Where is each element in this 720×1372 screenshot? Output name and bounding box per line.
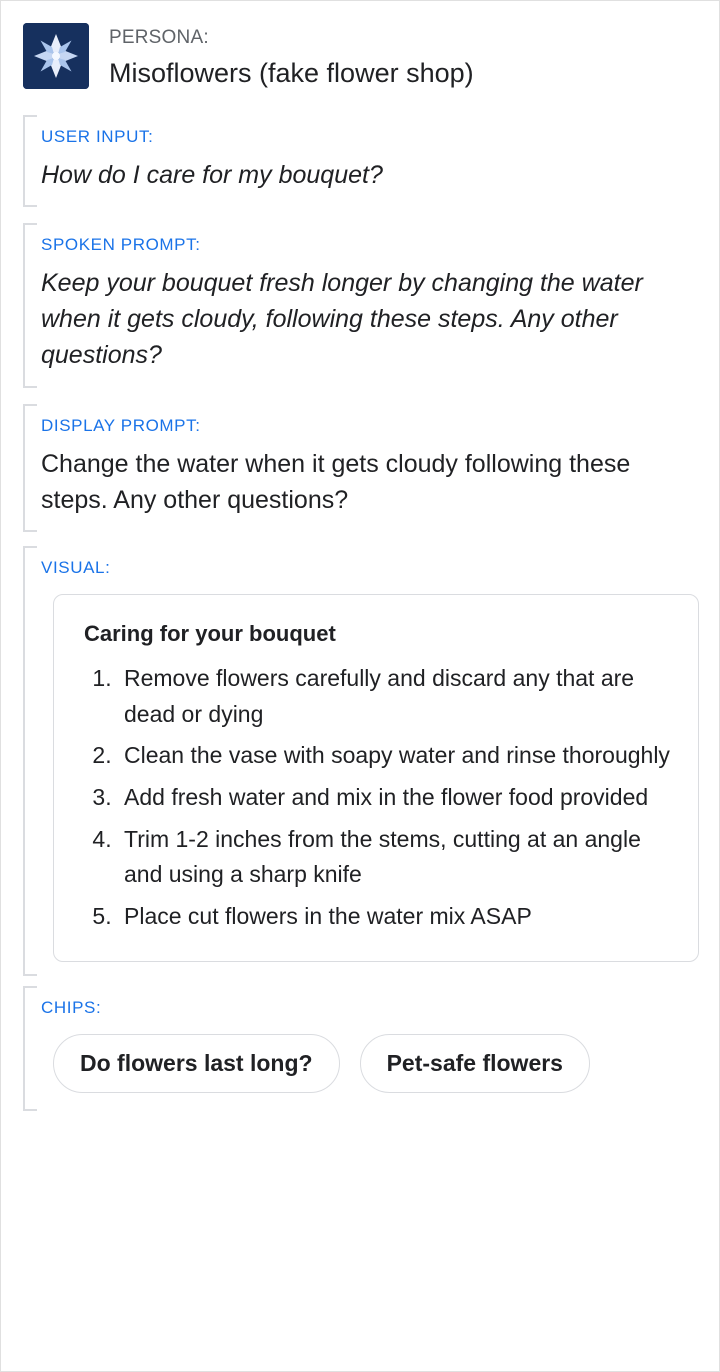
section-label-user-input: USER INPUT:	[41, 126, 154, 146]
chip-do-flowers-last-long[interactable]: Do flowers last long?	[53, 1034, 340, 1093]
flower-logo-icon	[23, 23, 89, 89]
section-display-prompt	[23, 404, 719, 533]
section-bracket	[23, 404, 37, 533]
section-label-chips: CHIPS:	[41, 997, 102, 1017]
list-item: 4. Trim 1-2 inches from the stems, cutting at an angle and using a sharp knife	[118, 822, 670, 893]
section-bracket	[23, 115, 37, 207]
section-bracket	[23, 223, 37, 388]
card-title: Caring for your bouquet	[84, 621, 336, 647]
section-visual	[23, 546, 719, 975]
user-input-text: How do I care for my bouquet?	[41, 160, 383, 189]
card-step-list	[84, 661, 670, 934]
list-item: 2. Clean the vase with soapy water and rinse thoroughly	[118, 738, 670, 774]
section-label-visual: VISUAL:	[41, 558, 111, 578]
section-label-display-prompt: DISPLAY PROMPT:	[41, 415, 201, 435]
section-user-input	[23, 115, 719, 207]
section-label-spoken-prompt: SPOKEN PROMPT:	[41, 234, 201, 254]
section-spoken-prompt	[23, 223, 719, 388]
persona-name: Misoflowers (fake flower shop)	[109, 57, 474, 88]
list-item: 1. Remove flowers carefully and discard any that are dead or dying	[118, 661, 670, 732]
display-prompt-text: Change the water when it gets cloudy following these steps. Any other questions?	[41, 449, 631, 514]
section-bracket	[23, 546, 37, 975]
chips-row	[41, 1018, 719, 1111]
section-chips	[23, 986, 719, 1111]
persona-label: PERSONA:	[109, 27, 209, 48]
list-item: 5. Place cut flowers in the water mix ASAP	[118, 899, 670, 935]
bouquet-care-card	[53, 594, 699, 961]
persona-header	[1, 1, 719, 91]
spoken-prompt-text: Keep your bouquet fresh longer by changing the water when it gets cloudy, following these steps. Any other questions?	[41, 268, 643, 370]
list-item: 3. Add fresh water and mix in the flower food provided	[118, 780, 670, 816]
section-bracket	[23, 986, 37, 1111]
visual-card-wrapper	[41, 578, 719, 975]
persona-text-block	[109, 23, 474, 91]
chip-pet-safe-flowers[interactable]: Pet-safe flowers	[360, 1034, 590, 1093]
